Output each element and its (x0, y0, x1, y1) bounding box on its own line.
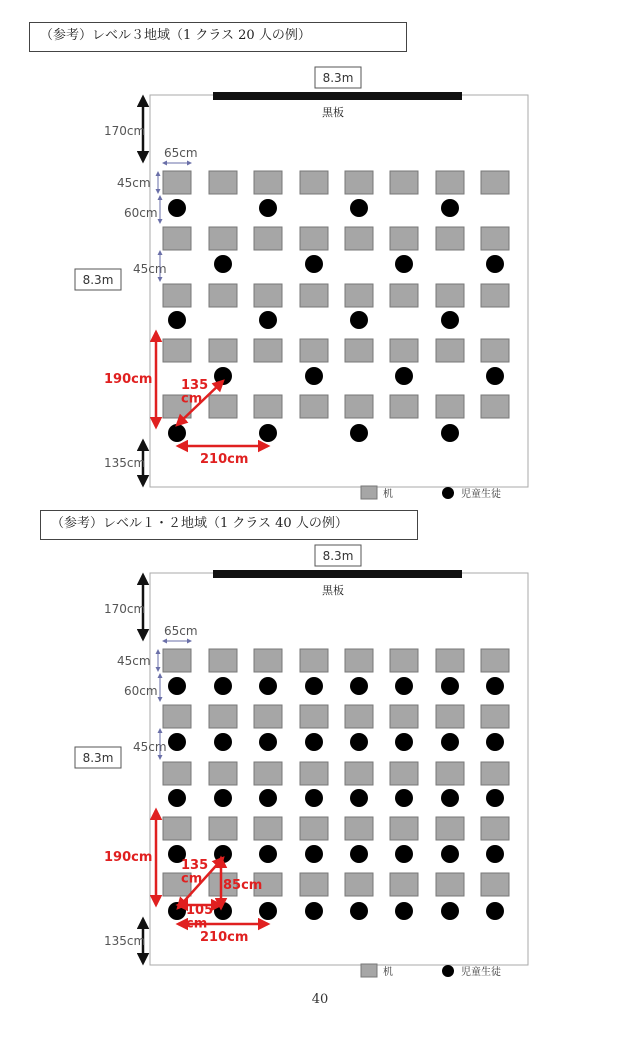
desk (345, 649, 373, 672)
desk (436, 284, 464, 307)
desk (300, 227, 328, 250)
row-pitch-label: 190cm (104, 850, 153, 865)
student-dot (350, 902, 368, 920)
student-dot (350, 424, 368, 442)
desk (163, 705, 191, 728)
desk (436, 817, 464, 840)
desk (436, 705, 464, 728)
desk (209, 649, 237, 672)
desk (436, 395, 464, 418)
student-dot (214, 733, 232, 751)
student-dot (395, 677, 413, 695)
desk (481, 171, 509, 194)
student-dot (259, 789, 277, 807)
row-gap-label: 45cm (133, 262, 167, 276)
legend-desk-label: 机 (383, 489, 393, 500)
classroom-diagram-40 (0, 543, 640, 1013)
desk (209, 339, 237, 362)
student-dot (259, 733, 277, 751)
student-dot (259, 424, 277, 442)
desk (390, 817, 418, 840)
student-dot (305, 677, 323, 695)
student-dot (350, 677, 368, 695)
back-gap-label: 135cm (104, 456, 146, 470)
student-dot (486, 845, 504, 863)
desk (163, 171, 191, 194)
desk (254, 227, 282, 250)
front-gap-label: 170cm (104, 602, 146, 616)
desk (163, 817, 191, 840)
student-dot (441, 902, 459, 920)
student-dot (214, 845, 232, 863)
desk (345, 171, 373, 194)
student-dot (350, 789, 368, 807)
student-dot (441, 733, 459, 751)
blackboard-label: 黒板 (322, 106, 344, 119)
room-depth-label: 8.3m (82, 273, 114, 287)
figure-1-classroom-layout (0, 65, 640, 535)
desk (436, 171, 464, 194)
legend-desk-swatch (361, 964, 377, 977)
desk-depth-label: 45cm (117, 654, 151, 668)
student-dot (259, 311, 277, 329)
student-dot (168, 424, 186, 442)
desk (436, 873, 464, 896)
legend-student-dot (442, 965, 454, 977)
legend-desk-swatch (361, 486, 377, 499)
desk (390, 705, 418, 728)
desk (481, 873, 509, 896)
desk (163, 762, 191, 785)
desk-to-student-label: 60cm (124, 206, 158, 220)
desk (254, 395, 282, 418)
classroom-outline (150, 95, 528, 487)
student-dot (395, 367, 413, 385)
desk (390, 395, 418, 418)
room-width-label: 8.3m (322, 71, 354, 85)
legend-student-label: 児童生徒 (461, 967, 501, 978)
desk (300, 395, 328, 418)
horizontal-pitch-label: 105 cm (186, 903, 214, 932)
desk (254, 339, 282, 362)
desk (390, 227, 418, 250)
student-dot (441, 424, 459, 442)
desk (254, 817, 282, 840)
desk (481, 649, 509, 672)
student-dot (259, 199, 277, 217)
diagonal-label: 135 cm (181, 858, 209, 887)
desk (209, 171, 237, 194)
desk (300, 762, 328, 785)
desk (254, 284, 282, 307)
student-dot (305, 789, 323, 807)
blackboard-label: 黒板 (322, 584, 344, 597)
legend-student-dot (442, 487, 454, 499)
student-dot (441, 677, 459, 695)
desk (481, 227, 509, 250)
student-dot (350, 311, 368, 329)
row-gap-label: 45cm (133, 740, 167, 754)
student-dot (259, 845, 277, 863)
desk (390, 284, 418, 307)
legend-student-label: 児童生徒 (461, 489, 501, 500)
vertical-pitch-label: 85cm (223, 878, 263, 893)
student-dot (395, 255, 413, 273)
student-dot (168, 199, 186, 217)
blackboard (213, 92, 462, 100)
desk (481, 762, 509, 785)
student-dot (305, 733, 323, 751)
student-dot (486, 255, 504, 273)
desk (300, 817, 328, 840)
desk (209, 395, 237, 418)
back-gap-label: 135cm (104, 934, 146, 948)
student-dot (486, 733, 504, 751)
desk (163, 284, 191, 307)
student-dot (395, 902, 413, 920)
page-number: 40 (311, 992, 329, 1007)
student-dot (305, 367, 323, 385)
student-dot (259, 902, 277, 920)
row-pitch-label: 190cm (104, 372, 153, 387)
desk (254, 171, 282, 194)
desk (209, 817, 237, 840)
desk (345, 284, 373, 307)
col-pitch-label: 210cm (200, 452, 249, 467)
desk (163, 649, 191, 672)
desk (209, 705, 237, 728)
desk (345, 705, 373, 728)
desk (481, 395, 509, 418)
student-dot (486, 677, 504, 695)
desk (254, 705, 282, 728)
desk (436, 339, 464, 362)
desk (345, 339, 373, 362)
desk (254, 649, 282, 672)
room-depth-label: 8.3m (82, 751, 114, 765)
desk (481, 705, 509, 728)
student-dot (395, 733, 413, 751)
figure-2-classroom-layout (0, 543, 640, 1013)
student-dot (486, 902, 504, 920)
desk (345, 873, 373, 896)
student-dot (259, 677, 277, 695)
desk-depth-label: 45cm (117, 176, 151, 190)
desk (209, 227, 237, 250)
desk (300, 339, 328, 362)
desk (254, 762, 282, 785)
desk (481, 339, 509, 362)
desk (345, 395, 373, 418)
student-dot (305, 845, 323, 863)
desk (481, 817, 509, 840)
front-gap-label: 170cm (104, 124, 146, 138)
desk (390, 339, 418, 362)
desk (436, 227, 464, 250)
desk (209, 762, 237, 785)
desk (436, 649, 464, 672)
student-dot (168, 789, 186, 807)
legend-desk-label: 机 (383, 967, 393, 978)
student-dot (486, 789, 504, 807)
student-dot (350, 199, 368, 217)
desk (300, 649, 328, 672)
desk-width-label: 65cm (164, 624, 198, 638)
desk (300, 705, 328, 728)
student-dot (441, 311, 459, 329)
room-width-label: 8.3m (322, 549, 354, 563)
desk (300, 284, 328, 307)
desk (300, 873, 328, 896)
student-dot (168, 677, 186, 695)
desk (436, 762, 464, 785)
desk (390, 649, 418, 672)
student-dot (350, 733, 368, 751)
desk (345, 227, 373, 250)
desk (390, 762, 418, 785)
student-dot (395, 789, 413, 807)
blackboard (213, 570, 462, 578)
desk (163, 339, 191, 362)
student-dot (350, 845, 368, 863)
col-pitch-label: 210cm (200, 930, 249, 945)
student-dot (214, 255, 232, 273)
student-dot (214, 789, 232, 807)
desk (390, 873, 418, 896)
desk (345, 762, 373, 785)
desk (209, 284, 237, 307)
student-dot (441, 789, 459, 807)
student-dot (441, 845, 459, 863)
student-dot (305, 255, 323, 273)
student-dot (168, 733, 186, 751)
student-dot (395, 845, 413, 863)
student-dot (214, 677, 232, 695)
classroom-diagram-20 (0, 65, 640, 535)
desk (481, 284, 509, 307)
student-dot (305, 902, 323, 920)
desk-to-student-label: 60cm (124, 684, 158, 698)
student-dot (486, 367, 504, 385)
figure-2-caption: （参考）レベル１・２地域（1 クラス 40 人の例） (40, 510, 418, 540)
desk (390, 171, 418, 194)
student-dot (441, 199, 459, 217)
diagonal-label: 135 cm (181, 378, 209, 407)
desk (345, 817, 373, 840)
desk (300, 171, 328, 194)
desk (163, 227, 191, 250)
student-dot (168, 311, 186, 329)
desk-width-label: 65cm (164, 146, 198, 160)
figure-1-caption: （参考）レベル３地域（1 クラス 20 人の例） (29, 22, 407, 52)
